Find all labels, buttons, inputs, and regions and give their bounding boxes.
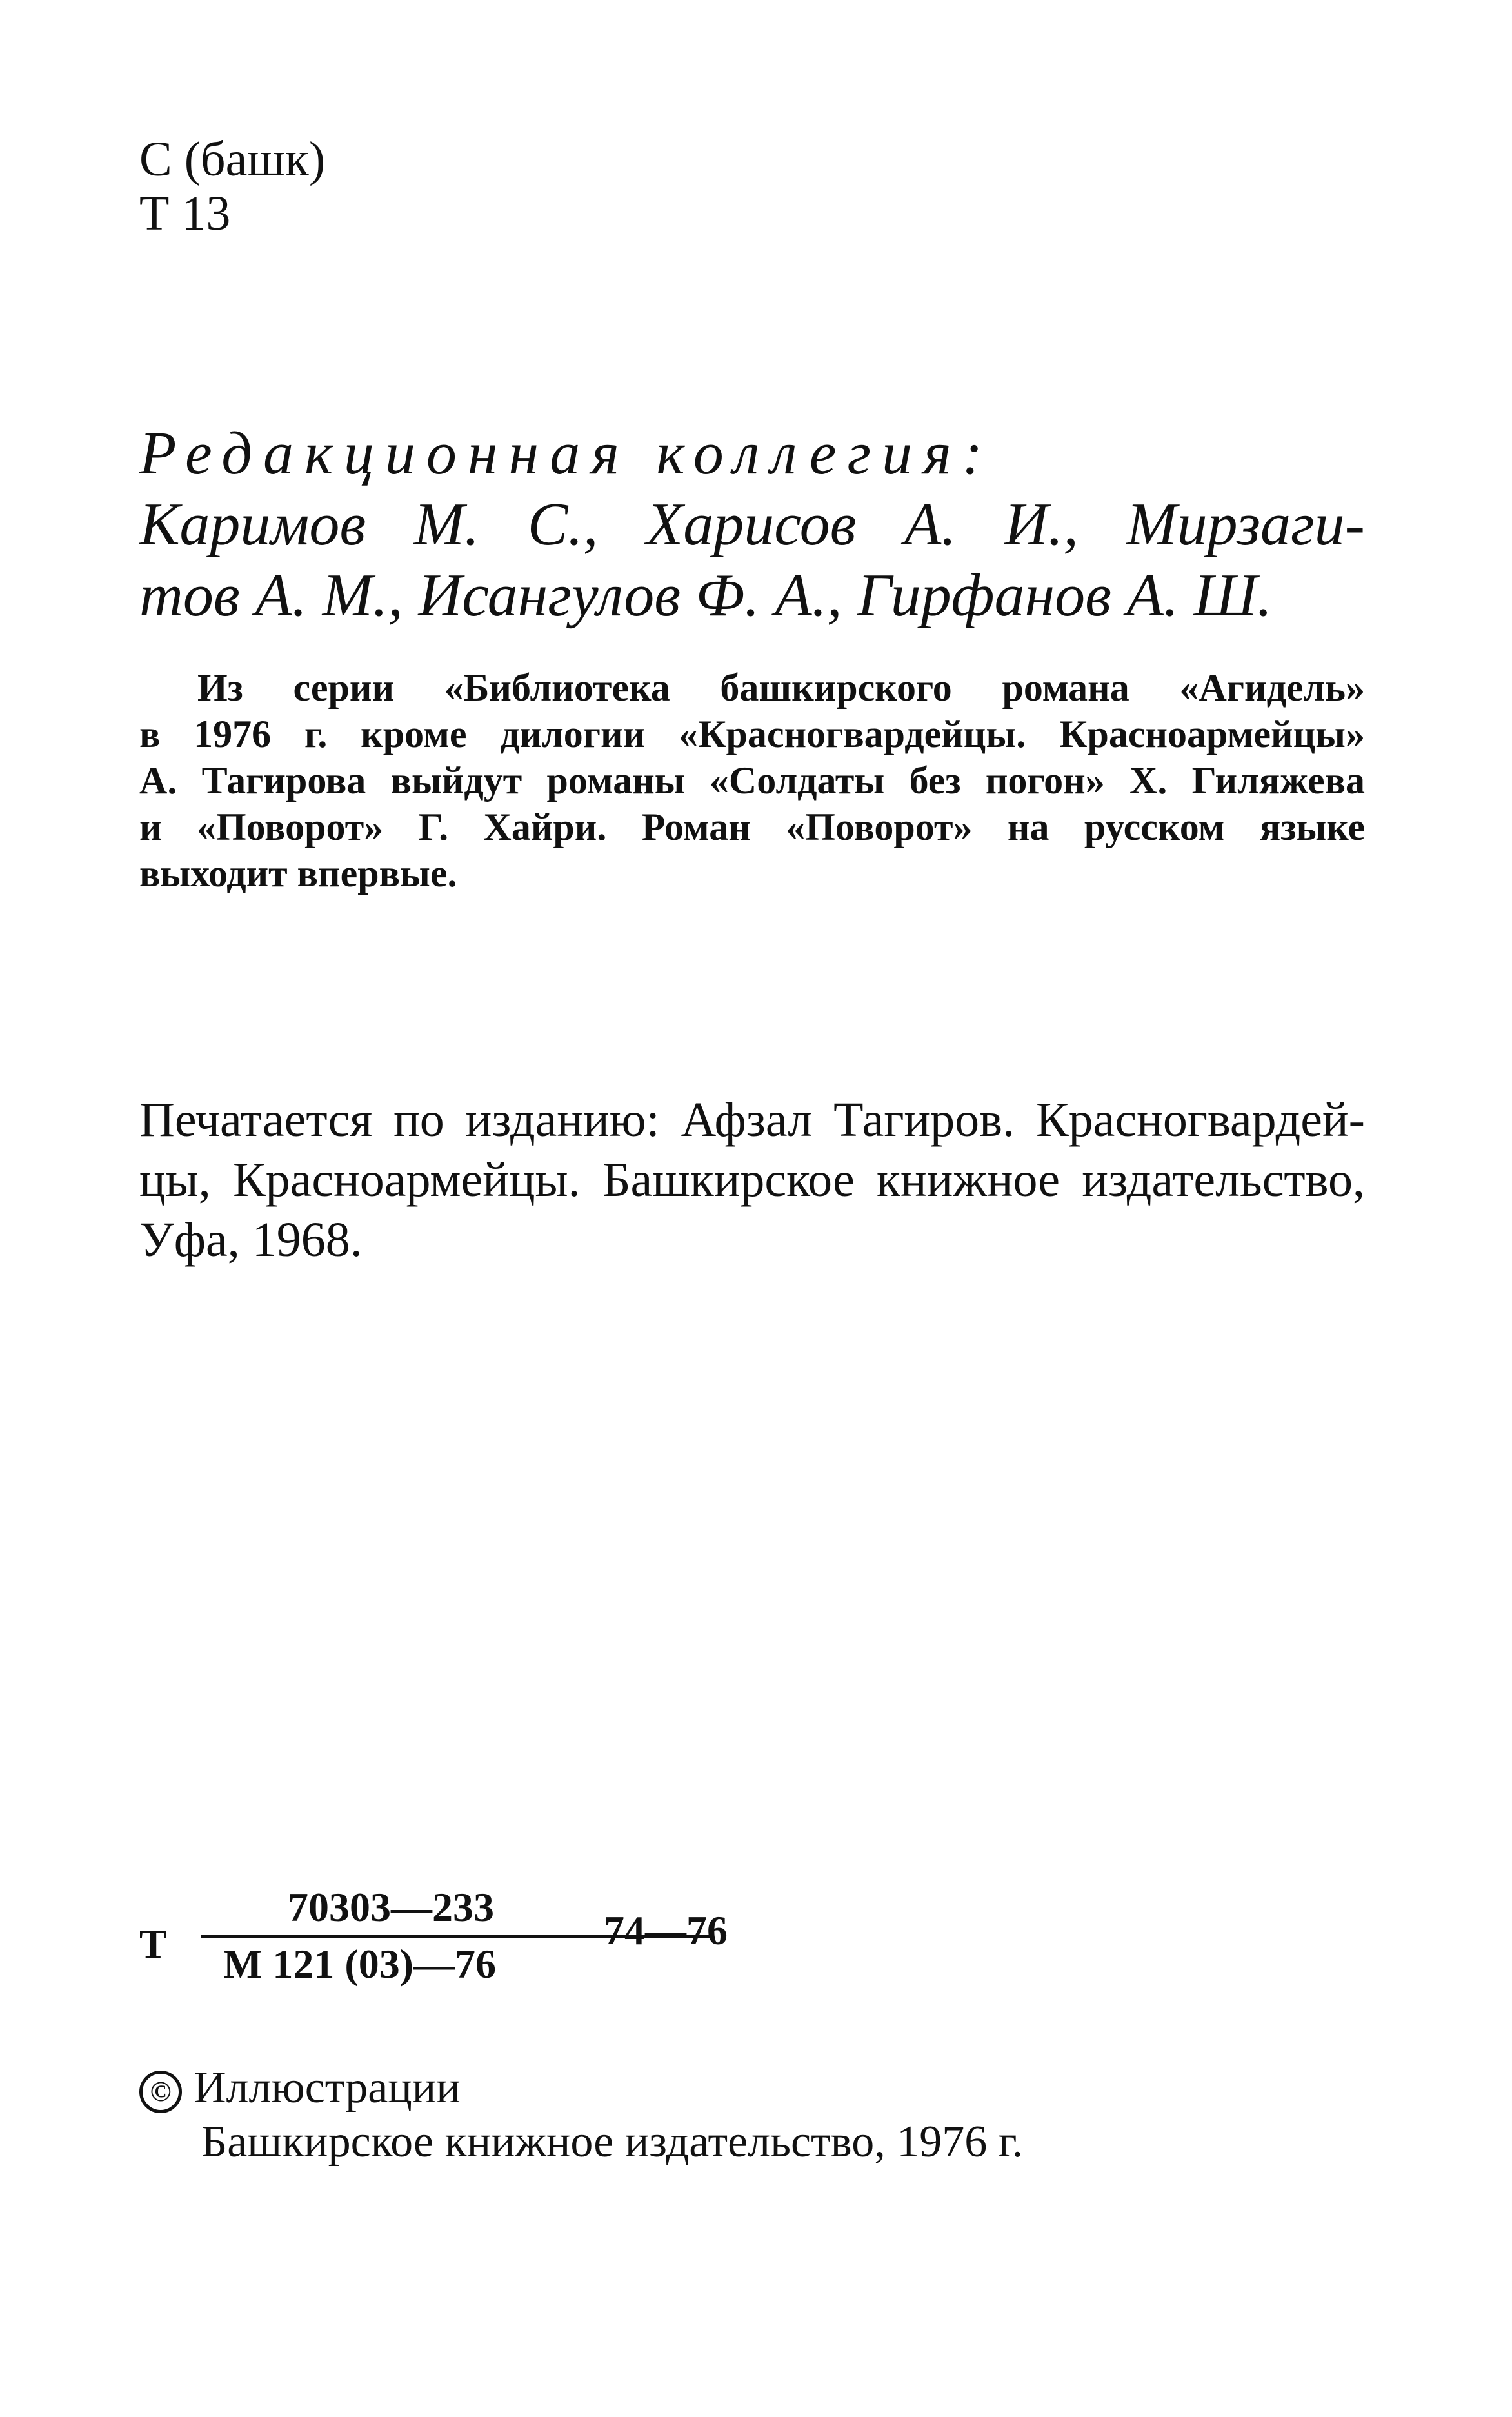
series-note-line: А. Тагирова выйдут романы «Солдаты без погон» Х. Гиляжева <box>139 759 1365 802</box>
classification-line-2: Т 13 <box>139 186 231 241</box>
copyright-icon: © <box>139 2071 182 2113</box>
editorial-members-line-1: Каримов М. С., Харисов А. И., Мирзаги- <box>139 491 1365 558</box>
copyright-line-1 <box>139 2061 1365 2115</box>
source-edition <box>139 1090 1365 1270</box>
editorial-board <box>139 418 1365 631</box>
series-note <box>139 664 1365 897</box>
source-edition-line: цы, Красноармейцы. Башкирское книжное издательство, <box>139 1153 1365 1207</box>
series-note-line: выходит впервые. <box>139 852 457 895</box>
source-edition-line: Печатается по изданию: Афзал Тагиров. Красногвардей- <box>139 1093 1365 1147</box>
classification-line-1: С (башк) <box>139 132 326 186</box>
series-note-line: в 1976 г. кроме дилогии «Красногвардейцы. Красноармейцы» <box>139 713 1365 755</box>
copyright-notice <box>139 2061 1365 2169</box>
catalog-letter: Т <box>139 1921 167 1967</box>
catalog-denominator: М 121 (03)—76 <box>223 1941 497 1987</box>
editorial-members-line-2: тов А. М., Исангулов Ф. А., Гирфанов А. Ш. <box>139 562 1273 629</box>
series-note-line: Из серии «Библиотека башкирского романа «Агидель» <box>197 666 1365 709</box>
editorial-heading: Редакционная коллегия: <box>139 420 994 487</box>
source-edition-line: Уфа, 1968. <box>139 1213 363 1267</box>
copyright-illustrations: Иллюстрации <box>194 2063 461 2113</box>
classification-code <box>139 132 325 241</box>
catalog-index <box>139 1884 784 2013</box>
series-note-line: и «Поворот» Г. Хайри. Роман «Поворот» на русском языке <box>139 806 1365 848</box>
copyright-publisher: Башкирское книжное издательство, 1976 г. <box>201 2117 1024 2167</box>
catalog-range: 74—76 <box>604 1907 728 1953</box>
catalog-numerator: 70303—233 <box>288 1884 494 1930</box>
